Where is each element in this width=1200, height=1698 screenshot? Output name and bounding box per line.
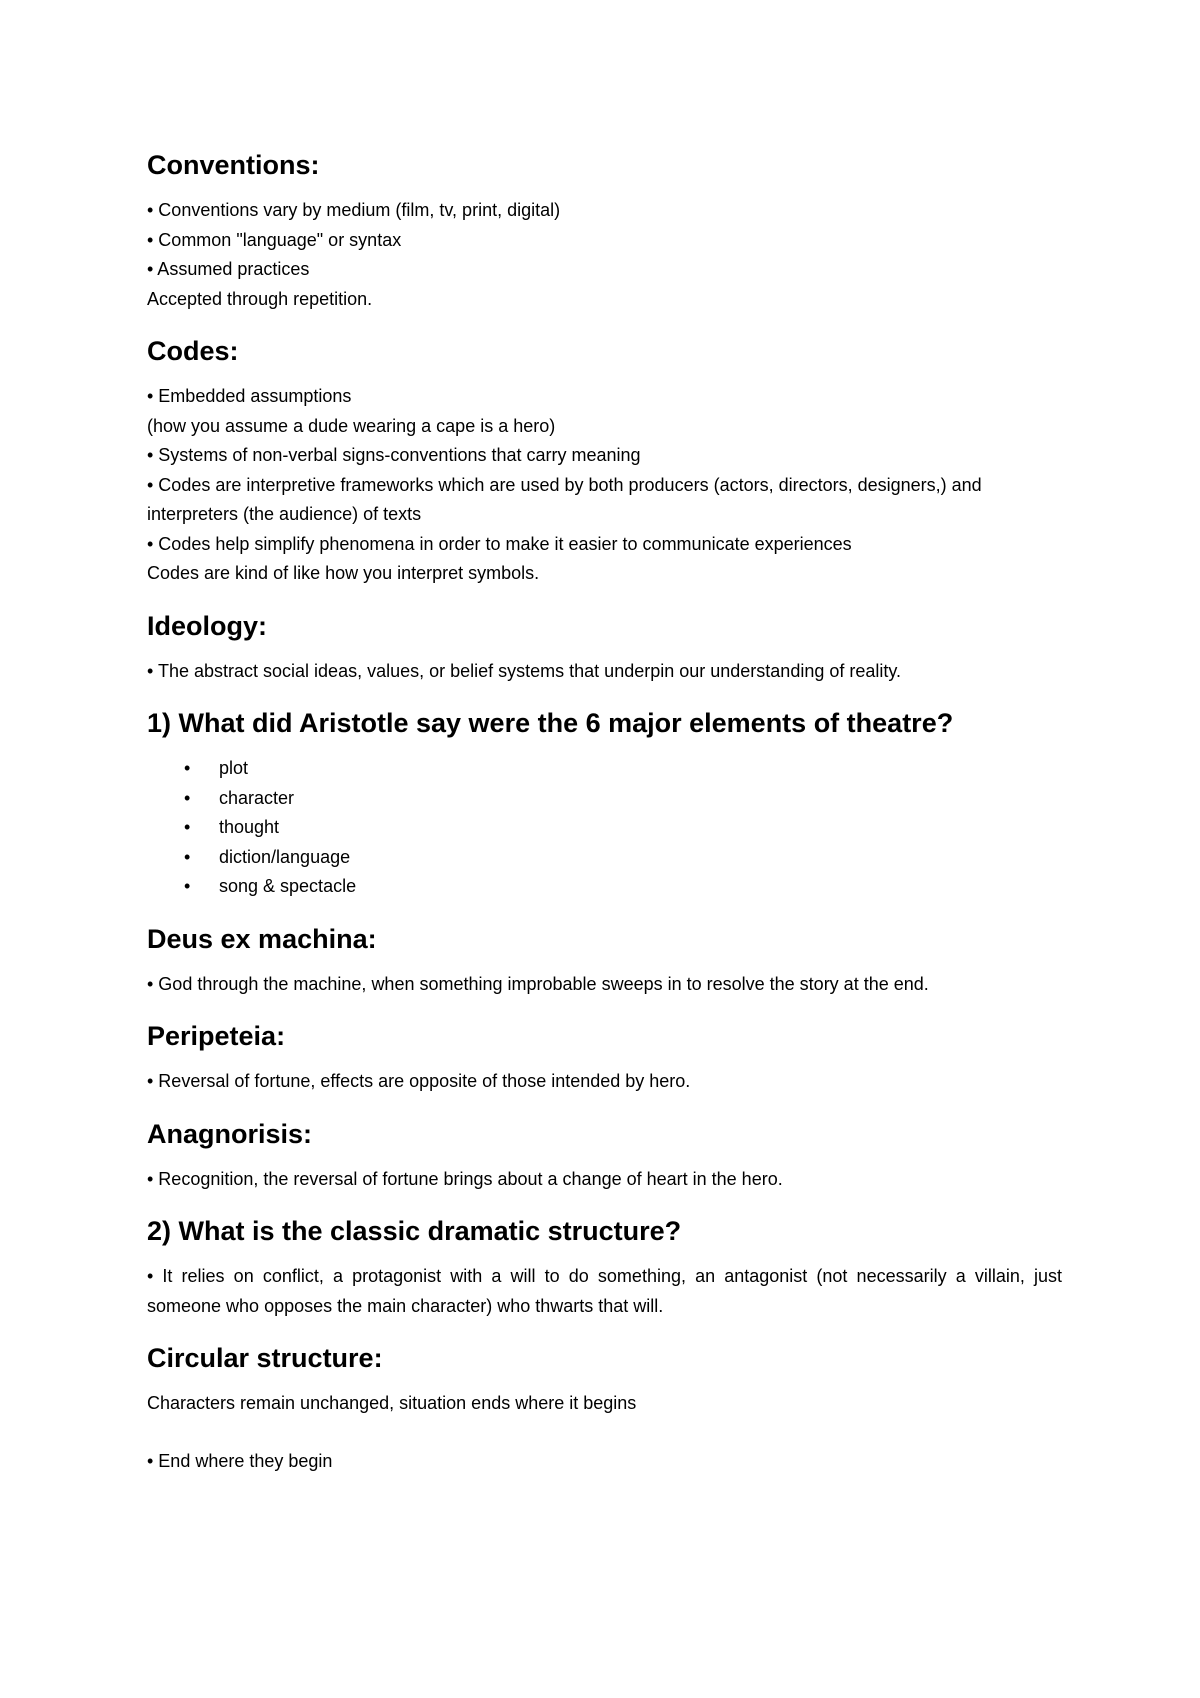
bullet-icon: •: [184, 817, 191, 837]
document-page: [147, 148, 1062, 1496]
conventions-line-3: • Assumed practices: [147, 259, 310, 279]
heading-conventions: Conventions:: [147, 150, 320, 180]
heading-dramatic-structure-question: 2) What is the classic dramatic structure?: [147, 1216, 682, 1246]
elements-list: [147, 754, 1062, 902]
section-anagnorisis: [147, 1117, 1062, 1195]
deus-line-1: • God through the machine, when something improbable sweeps in to resolve the story at the end.: [147, 973, 929, 994]
peripeteia-line-1: • Reversal of fortune, effects are opposite of those intended by hero.: [147, 1071, 691, 1091]
bullet-icon: •: [184, 876, 191, 896]
codes-line-4: • Codes are interpretive frameworks which are used by both producers (actors, directors, designers,) and interpreters (the audience) of texts: [147, 474, 982, 524]
section-deus-ex-machina: [147, 922, 1062, 1000]
heading-peripeteia: Peripeteia:: [147, 1021, 286, 1051]
section-circular-structure: [147, 1341, 1062, 1476]
heading-ideology: Ideology:: [147, 610, 267, 641]
list-item: • character: [147, 784, 1062, 814]
ideology-line-1: • The abstract social ideas, values, or belief systems that underpin our understanding of reality.: [147, 660, 902, 681]
bullet-icon: •: [184, 846, 191, 867]
section-peripeteia: [147, 1019, 1062, 1097]
conventions-line-4: Accepted through repetition.: [147, 288, 373, 309]
paragraph-spacer: [147, 1419, 1062, 1447]
section-codes: [147, 334, 1062, 589]
list-item: • diction/language: [147, 843, 1062, 873]
conventions-line-1: • Conventions vary by medium (film, tv, print, digital): [147, 200, 561, 220]
heading-aristotle-question: 1) What did Aristotle say were the 6 major elements of theatre?: [147, 708, 954, 738]
conventions-line-2: • Common "language" or syntax: [147, 229, 402, 250]
circular-line-1: Characters remain unchanged, situation ends where it begins: [147, 1393, 637, 1413]
heading-circular-structure: Circular structure:: [147, 1343, 383, 1373]
heading-deus-ex-machina: Deus ex machina:: [147, 923, 377, 954]
codes-line-2: (how you assume a dude wearing a cape is a hero): [147, 415, 556, 436]
circular-line-2: • End where they begin: [147, 1450, 333, 1471]
list-item: • thought: [147, 813, 1062, 843]
section-dramatic-structure: [147, 1214, 1062, 1321]
codes-line-5: • Codes help simplify phenomena in order to make it easier to communicate experiences: [147, 533, 852, 554]
structure-line-1: • It relies on conflict, a protagonist with a will to do something, an antagonist (not necessarily a villain, just someone who opposes the main character) who thwarts that will.: [147, 1266, 1062, 1316]
heading-anagnorisis: Anagnorisis:: [147, 1118, 313, 1149]
list-item: • song & spectacle: [147, 872, 1062, 902]
heading-codes: Codes:: [147, 336, 239, 366]
bullet-icon: •: [184, 758, 191, 778]
codes-line-3: • Systems of non-verbal signs-conventions that carry meaning: [147, 445, 641, 465]
codes-line-6: Codes are kind of like how you interpret symbols.: [147, 563, 540, 583]
bullet-icon: •: [184, 787, 191, 808]
codes-line-1: • Embedded assumptions: [147, 386, 352, 406]
list-item: • plot: [147, 754, 1062, 784]
section-ideology: [147, 609, 1062, 687]
section-aristotle: [147, 706, 1062, 902]
anagnorisis-line-1: • Recognition, the reversal of fortune brings about a change of heart in the hero.: [147, 1168, 783, 1189]
section-conventions: [147, 148, 1062, 314]
